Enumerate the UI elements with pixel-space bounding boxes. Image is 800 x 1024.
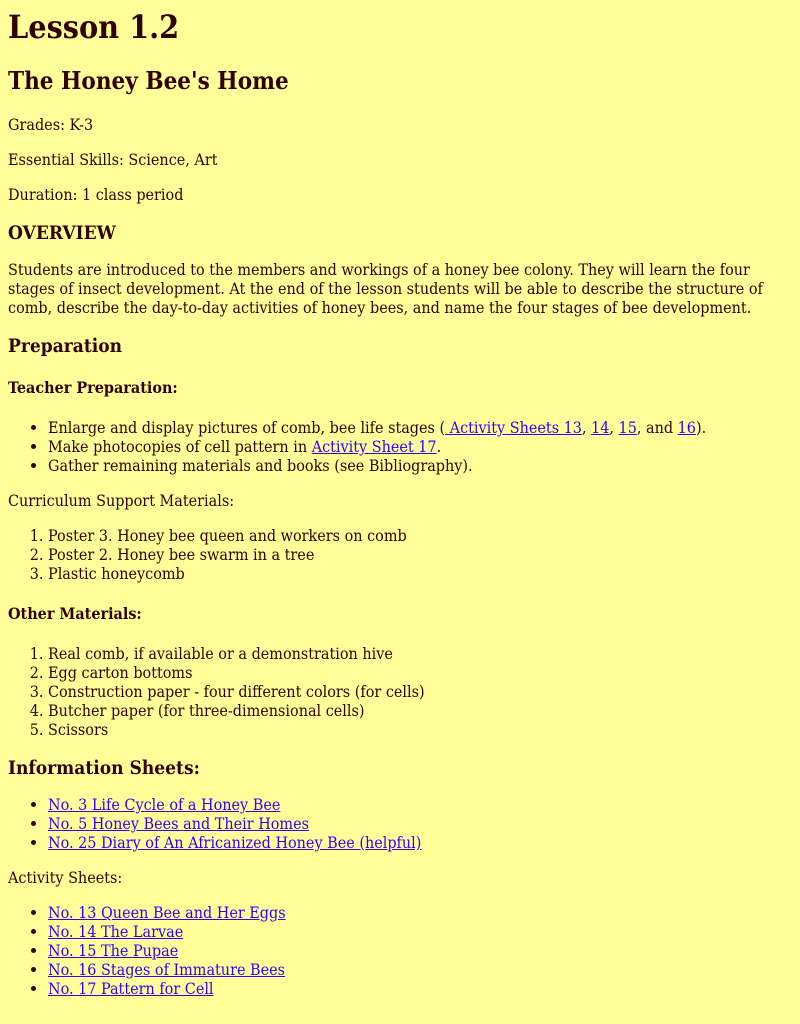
activity-sheets-label: Activity Sheets: [8,868,123,887]
curriculum-label: Curriculum Support Materials: [8,491,235,510]
preparation-heading: Preparation [8,335,123,357]
activity-sheet-link[interactable]: No. 14 The Larvae [48,922,184,941]
separator: , and [636,418,678,437]
activity-sheet-link[interactable]: No. 16 Stages of Immature Bees [48,960,286,979]
activity-sheet-14-link[interactable]: 14 [591,418,610,437]
activity-sheet-17-link[interactable]: Activity Sheet 17 [311,437,437,456]
item-end: ). [695,418,707,437]
list-item [48,903,792,922]
list-item [48,922,792,941]
overview-heading: OVERVIEW [8,222,116,244]
list-item: • Gather remaining materials and books (see Bibliography). [48,456,792,475]
list-item [48,979,792,998]
activity-sheet-link[interactable]: No. 13 Queen Bee and Her Eggs [48,903,286,922]
separator: , [581,418,592,437]
duration: Duration: 1 class period [8,185,184,204]
activity-sheet-link[interactable]: No. 15 The Pupae [48,941,179,960]
info-sheet-link[interactable]: No. 5 Honey Bees and Their Homes [48,814,309,833]
list-item [48,833,792,852]
activity-sheet-16-link[interactable]: 16 [677,418,696,437]
list-item: 3. Plastic honeycomb [48,564,792,583]
teacher-prep-list [8,418,792,475]
curriculum-list [8,526,792,583]
info-sheet-link[interactable]: No. 25 Diary of An Africanized Honey Bee (helpful) [48,833,422,852]
item-text: Make photocopies of cell pattern in [48,437,312,456]
list-item [48,941,792,960]
activity-sheet-15-link[interactable]: 15 [618,418,637,437]
info-sheet-link[interactable]: No. 3 Life Cycle of a Honey Bee [48,795,281,814]
other-materials-list [8,644,792,739]
list-item [48,437,792,456]
list-item: 2. Egg carton bottoms [48,663,792,682]
activity-sheet-link[interactable]: No. 17 Pattern for Cell [48,979,214,998]
information-sheets-heading: Information Sheets: [8,757,200,779]
teacher-prep-heading: Teacher Preparation: [8,378,178,397]
essential-skills: Essential Skills: Science, Art [8,150,218,169]
page-title: Lesson 1.2 [8,8,180,46]
list-item: 1. Poster 3. Honey bee queen and workers on comb [48,526,792,545]
list-item [48,795,792,814]
grades: Grades: K-3 [8,115,94,134]
list-item [48,960,792,979]
list-item [48,418,792,437]
information-sheets-list [8,795,792,852]
activity-sheets-13-link[interactable]: Activity Sheets 13 [445,418,582,437]
list-item: 4. Butcher paper (for three-dimensional cells) [48,701,792,720]
lesson-subtitle: The Honey Bee's Home [8,66,289,95]
list-item: 5. Scissors [48,720,792,739]
list-item: 2. Poster 2. Honey bee swarm in a tree [48,545,792,564]
other-materials-heading: Other Materials: [8,604,142,623]
activity-sheets-list [8,903,792,998]
item-end: . [436,437,442,456]
list-item [48,814,792,833]
overview-text: Students are introduced to the members and workings of a honey bee colony. They will learn the four stages of insect development. At the end of the lesson students will be able to describe the structure of comb, describe the day-to-day activities of honey bees, and name the four stages of bee development. [8,260,763,317]
item-text: Enlarge and display pictures of comb, bee life stages ( [48,418,446,437]
separator: , [609,418,619,437]
list-item: 1. Real comb, if available or a demonstration hive [48,644,792,663]
list-item: 3. Construction paper - four different colors (for cells) [48,682,792,701]
